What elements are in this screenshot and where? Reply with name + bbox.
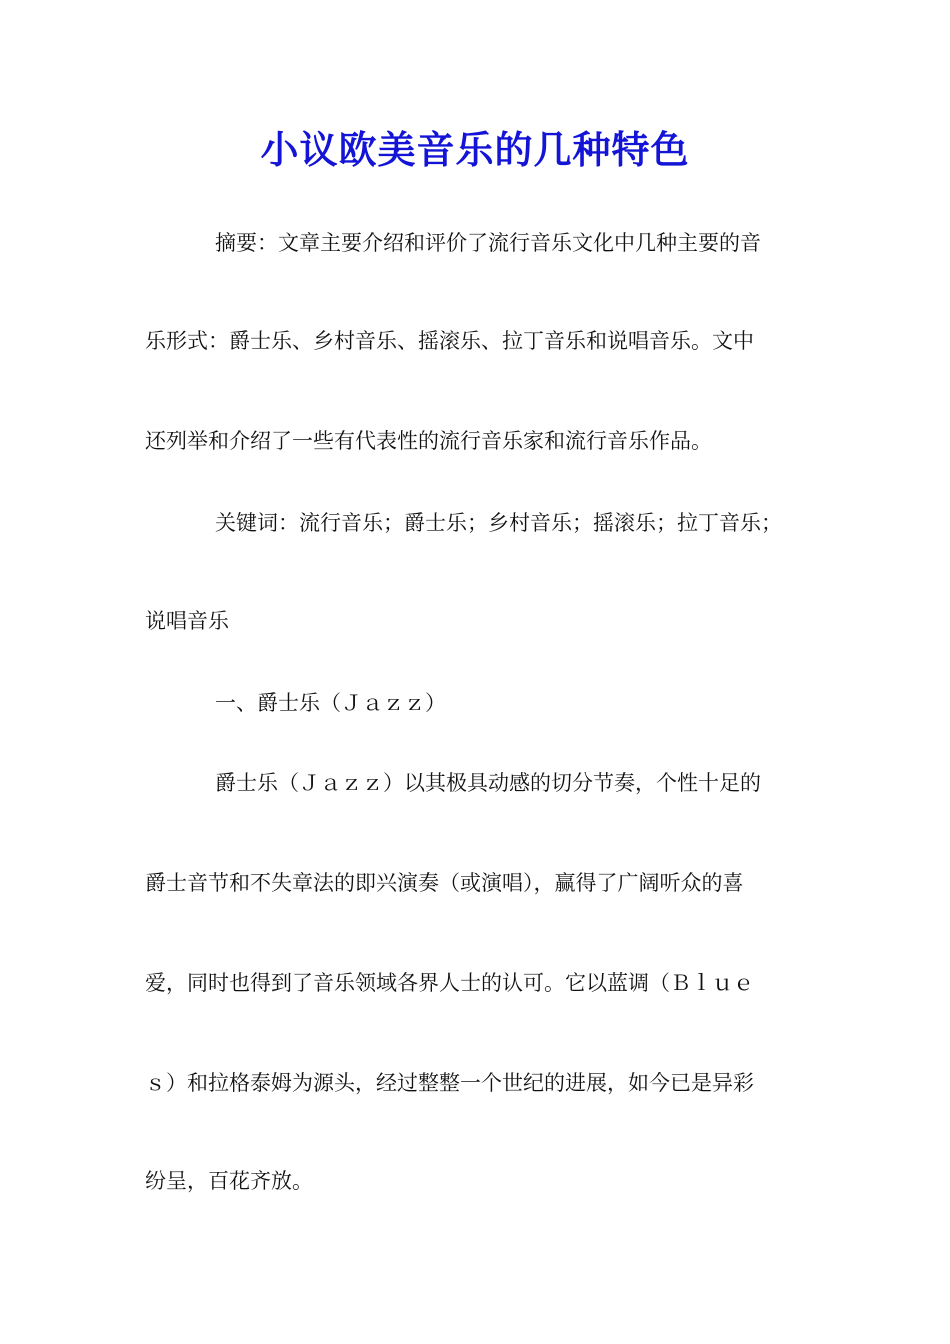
paragraph-line-4: ｓ）和拉格泰姆为源头，经过整整一个世纪的进展，如今已是异彩 (145, 1071, 754, 1095)
paragraph-line-3: 爱，同时也得到了音乐领域各界人士的认可。它以蓝调（Ｂｌｕｅ (145, 971, 754, 995)
keywords-line-2: 说唱音乐 (145, 609, 229, 633)
paragraph-line-2: 爵士音节和不失章法的即兴演奏（或演唱），赢得了广阔听众的喜 (145, 871, 744, 895)
keywords-line-1: 关键词：流行音乐；爵士乐；乡村音乐；摇滚乐；拉丁音乐； (215, 511, 782, 535)
paragraph-line-1: 爵士乐（Ｊａｚｚ）以其极具动感的切分节奏，个性十足的 (215, 771, 761, 795)
paragraph-line-5: 纷呈，百花齐放。 (145, 1169, 313, 1193)
abstract-line-1: 摘要：文章主要介绍和评价了流行音乐文化中几种主要的音 (215, 231, 761, 255)
abstract-line-3: 还列举和介绍了一些有代表性的流行音乐家和流行音乐作品。 (145, 429, 712, 453)
document-title: 小议欧美音乐的几种特色 (260, 127, 690, 172)
section-heading: 一、爵士乐（Ｊａｚｚ） (215, 691, 446, 715)
abstract-line-2: 乐形式：爵士乐、乡村音乐、摇滚乐、拉丁音乐和说唱音乐。文中 (145, 329, 754, 353)
